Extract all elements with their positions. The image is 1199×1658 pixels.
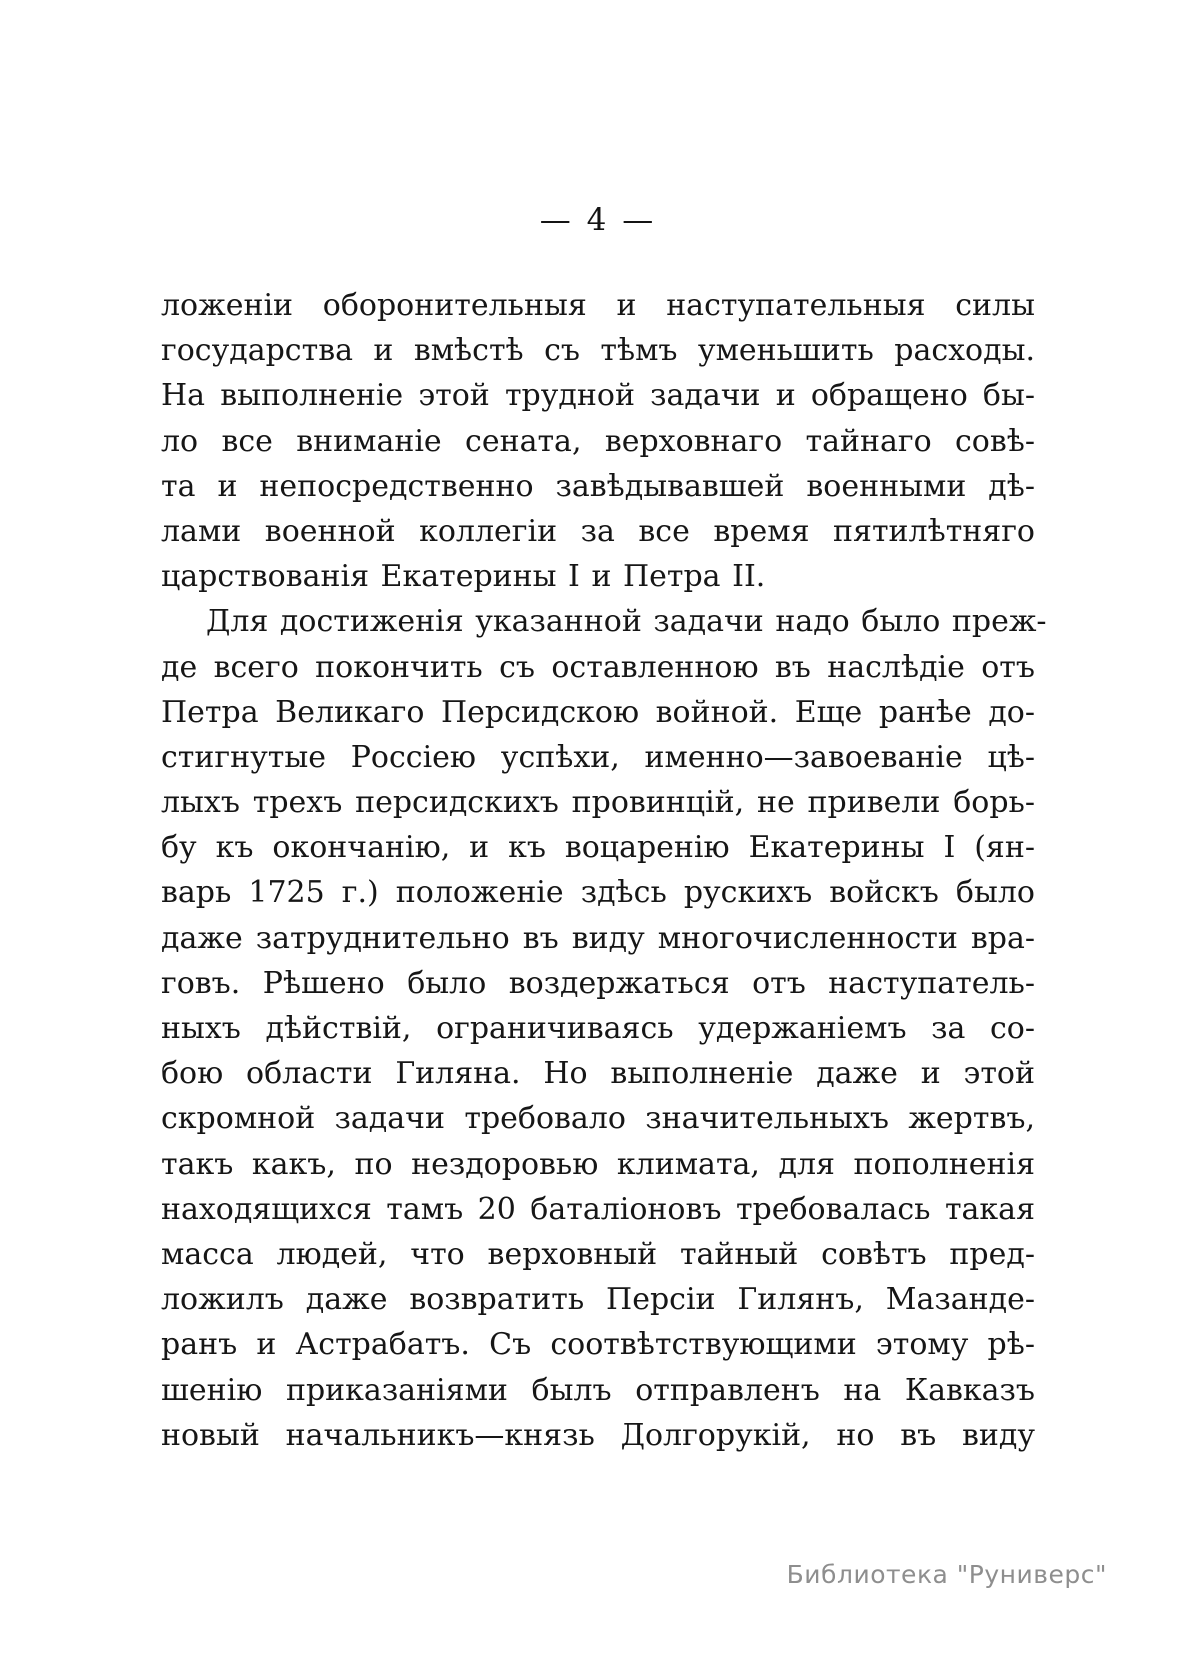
text-line-12: лыхъ трехъ персидскихъ провинцій, не привели борь- — [161, 785, 1035, 821]
text-line-19: скромной задачи требовало значительныхъ жертвъ, — [161, 1101, 1035, 1137]
text-line-13: бу къ окончанію, и къ воцаренію Екатерины I (ян- — [161, 830, 1035, 866]
text-line-20: такъ какъ, по нездоровью климата, для пополненія — [161, 1146, 1035, 1182]
text-line-18: бою области Гиляна. Но выполненіе даже и этой — [161, 1056, 1035, 1092]
text-line-21: находящихся тамъ 20 баталіоновъ требовалась такая — [161, 1191, 1035, 1227]
text-line-4: ло все вниманіе сената, верховнаго тайнаго совѣ- — [161, 423, 1035, 459]
text-line-1: ложеніи оборонительныя и наступательныя силы — [161, 288, 1035, 323]
library-watermark: Библиотека "Руниверс" — [786, 1560, 1107, 1589]
text-line-2: государства и вмѣстѣ съ тѣмъ уменьшить расходы. — [161, 333, 1035, 369]
text-line-6: лами военной коллегіи за все время пятилѣтняго — [161, 513, 1035, 549]
text-line-5: та и непосредственно завѣдывавшей военными дѣ- — [161, 468, 1035, 504]
page-number: — 4 — — [539, 202, 657, 238]
text-line-23: ложилъ даже возвратить Персіи Гилянъ, Мазанде- — [161, 1282, 1035, 1318]
text-line-9: де всего покончить съ оставленною въ наслѣдіе отъ — [161, 649, 1035, 685]
text-line-11: стигнутые Россіею успѣхи, именно—завоеваніе цѣ- — [161, 739, 1035, 775]
text-line-17: ныхъ дѣйствій, ограничиваясь удержаніемъ за со- — [161, 1011, 1035, 1046]
text-line-22: масса людей, что верховный тайный совѣтъ пред- — [161, 1236, 1035, 1272]
text-line-10: Петра Великаго Персидскою войной. Еще ранѣе до- — [161, 694, 1035, 730]
text-line-25: шенію приказаніями былъ отправленъ на Кавказъ — [161, 1372, 1035, 1408]
text-line-15: даже затруднительно въ виду многочисленности вра- — [161, 920, 1035, 956]
text-line-16: говъ. Рѣшено было воздержаться отъ наступатель- — [161, 965, 1035, 1001]
text-line-8: Для достиженія указанной задачи надо было преж- — [206, 604, 1047, 640]
body-text — [161, 283, 1047, 1458]
text-line-26: новый начальникъ—князь Долгорукій, но въ виду — [161, 1417, 1035, 1453]
text-line-7: царствованія Екатерины I и Петра II. — [161, 559, 766, 595]
text-line-3: На выполненіе этой трудной задачи и обращено бы- — [161, 378, 1035, 414]
text-line-14: варь 1725 г.) положеніе здѣсь рускихъ войскъ было — [161, 875, 1035, 911]
text-line-24: ранъ и Астрабатъ. Съ соотвѣтствующими этому рѣ- — [161, 1327, 1035, 1363]
